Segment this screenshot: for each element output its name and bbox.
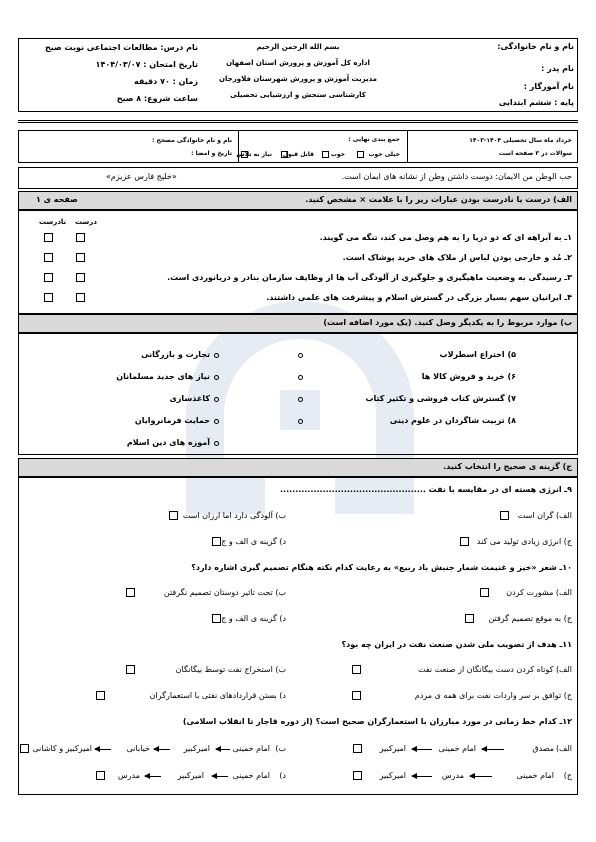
q12-c-item-2: مدرس (441, 771, 464, 780)
org-city: مدیریت آموزش و پرورش شهرستان فلاورجان (219, 75, 377, 83)
q12-b-item-1: امام خمینی (232, 744, 270, 753)
match-right-6: ۶) خرید و فروش کالا ها (421, 372, 516, 381)
q9-opt-b-checkbox[interactable] (169, 511, 178, 520)
q11-opt-c: ج) توافق بر سر واردات نفت برای همه ی مردم (414, 691, 572, 700)
q11-opt-d-checkbox[interactable] (96, 691, 105, 700)
exam-period: خرداد ماه سال تحصیلی ۱۴۰۴-۱۴۰۳ (469, 137, 572, 144)
father-name-label: نام پدر : (541, 64, 574, 73)
match-dot-8[interactable] (298, 419, 303, 424)
q11-opt-c-checkbox[interactable] (352, 691, 361, 700)
q11-opt-a-checkbox[interactable] (352, 665, 361, 674)
match-left-5: آموزه های دین اسلام (126, 438, 210, 447)
arrow-icon (470, 776, 492, 777)
q11-opt-b: ب) استخراج نفت توسط بیگانگان (175, 665, 286, 674)
question-11: ۱۱ـ هدف از تصویب ملی شدن صنعت نفت در ایران چه بود؟ (341, 640, 572, 649)
q10-opt-b-checkbox[interactable] (126, 588, 135, 597)
teacher-name-label: نام آموزگار : (523, 82, 574, 91)
tf-item-3: ۳ـ رسیدگی به وضعیت ماهیگیری و جلوگیری از آلودگی آب ها از وظایف سازمان بنادر و دریانوردی است. (167, 273, 572, 282)
match-right-5: ۵) اختراع اسطرلاب (439, 350, 516, 359)
match-left-dot-4[interactable] (214, 419, 219, 424)
tf-2-true-checkbox[interactable] (76, 253, 85, 262)
q12-c-item-1: امام خمینی (516, 771, 554, 780)
q12-d-item-2: امیرکبیر (177, 771, 204, 780)
q9-opt-d-checkbox[interactable] (212, 537, 221, 546)
q12-opt-c-checkbox[interactable] (353, 771, 362, 780)
subheader-box (18, 130, 578, 163)
section-c-title: ج) گزینه ی صحیح را انتخاب کنید. (443, 462, 572, 471)
q11-opt-a: الف) کوتاه کردن دست بیگانگان از صنعت نفت (417, 665, 572, 674)
q12-b-item-3: خیابانی (126, 744, 150, 753)
motto-text: حب الوطن من الایمان: دوست داشتن وطن از نشانه های ایمان است. (341, 172, 572, 181)
arrow-icon (212, 776, 228, 777)
tf-item-2: ۲ـ مُد و خارجی بودن لباس از ملاک های خرید پوشاک است. (342, 253, 572, 262)
grade-level-label: پایه : ششم ابتدایی (498, 98, 574, 107)
q12-c-item-3: امیرکبیر (379, 771, 406, 780)
arrow-icon (412, 749, 432, 750)
arrow-icon (154, 749, 170, 750)
grade-very-good-checkbox[interactable] (357, 151, 364, 158)
tf-3-true-checkbox[interactable] (76, 273, 85, 282)
col-true-label: درست (75, 218, 97, 226)
q12-b-item-2: امیرکبیر (183, 744, 210, 753)
q10-opt-a: الف) مشورت کردن (506, 588, 572, 597)
q12-opt-a-label: الف) (555, 744, 572, 753)
tf-2-false-checkbox[interactable] (44, 253, 53, 262)
section-c-body (18, 477, 578, 795)
tf-1-true-checkbox[interactable] (76, 233, 85, 242)
q12-opt-b-checkbox[interactable] (20, 744, 29, 753)
q12-opt-a-checkbox[interactable] (353, 744, 362, 753)
q10-opt-c: ج) به موقع تصمیم گرفتن (488, 614, 572, 623)
question-10: ۱۰ـ شعر «خیز و غنیمت شمار جنبش باد ربیع» به رعایت کدام نکته هنگام تصمیم گیری اشاره دارد؟ (191, 563, 572, 572)
question-9: ۹ـ انرژی هسته ای در مقایسه با نفت ................................................ (280, 485, 572, 494)
student-name-label: نام و نام خانوادگی: (497, 42, 574, 51)
grade-needs-effort-checkbox[interactable] (241, 151, 248, 158)
tf-4-true-checkbox[interactable] (76, 293, 85, 302)
match-left-dot-1[interactable] (214, 353, 219, 358)
q9-opt-b: ب) آلودگی دارد اما ارزان است (182, 511, 286, 520)
q12-d-item-3: مدرس (117, 771, 140, 780)
q9-opt-c: ج) انرژی زیادی تولید می کند (476, 537, 572, 546)
q9-opt-c-checkbox[interactable] (460, 537, 469, 546)
motto-left: «خلیج فارس عزیزم» (106, 172, 177, 181)
section-a-title: الف) درست یا نادرست بودن عبارات زیر را با علامت × مشخص کنید. (305, 195, 572, 204)
q12-a-item-1: مصدق (532, 744, 554, 753)
col-false-label: نادرست (39, 218, 67, 226)
match-dot-5[interactable] (298, 353, 303, 358)
q11-opt-b-checkbox[interactable] (126, 665, 135, 674)
question-12: ۱۲ـ کدام خط زمانی در مورد مبارزان با استعمارگران صحیح است؟ (از دوره قاجار تا انقلاب اسلامی) (182, 717, 572, 726)
grade-good: خوب (330, 151, 345, 158)
match-dot-7[interactable] (298, 397, 303, 402)
q12-a-item-2: امام خمینی (438, 744, 476, 753)
org-province: اداره کل آموزش و پرورش استان اصفهان (226, 59, 370, 67)
arrow-icon (412, 776, 432, 777)
match-right-7: ۷) گسترش کتاب فروشی و تکثیر کتاب (365, 394, 516, 403)
grade-good-checkbox[interactable] (322, 151, 329, 158)
header-divider (18, 120, 578, 123)
match-left-dot-2[interactable] (214, 375, 219, 380)
q10-opt-d-checkbox[interactable] (212, 614, 221, 623)
arrow-icon (95, 749, 111, 750)
basmala: بسم الله الرحمن الرحیم (256, 43, 340, 51)
section-b-title: ب) موارد مربوط را به یکدیگر وصل کنید. (یک مورد اضافه است) (323, 318, 572, 327)
q9-opt-d: د) گزینه ی الف و ج (221, 537, 286, 546)
tf-4-false-checkbox[interactable] (44, 293, 53, 302)
q12-a-item-3: امیرکبیر (379, 744, 406, 753)
corrector-name-label: نام و نام خانوادگی مصحح : (152, 137, 232, 144)
org-department: کارشناسی سنجش و ارزشیابی تحصیلی (230, 91, 366, 99)
q9-opt-a-checkbox[interactable] (500, 511, 509, 520)
subheader-divider-2 (238, 130, 239, 163)
final-grade-label: جمع بندی نهایی : (348, 136, 400, 143)
page-label: صفحه ی ۱ (36, 195, 78, 204)
tf-1-false-checkbox[interactable] (44, 233, 53, 242)
q9-opt-a: الف) گران است (517, 511, 572, 520)
q12-opt-b-label: ب) (275, 744, 286, 753)
tf-item-4: ۴ـ ایرانیان سهم بسیار بزرگی در گسترش اسلام و پیشرفت های علمی داشتند. (266, 293, 572, 302)
q12-opt-c-label: ج) (563, 771, 572, 780)
q12-opt-d-checkbox[interactable] (96, 771, 105, 780)
q12-d-item-1: امام خمینی (232, 771, 270, 780)
date-signature-label: تاریخ و امضا : (191, 150, 232, 157)
q10-opt-b: ب) تحت تاثیر دوستان تصمیم نگرفتن (163, 588, 286, 597)
tf-item-1: ۱ـ به آبراهه ای که دو دریا را به هم وصل می کند، تنگه می گویند. (319, 233, 572, 242)
match-left-4: حمایت فرمانروایان (134, 416, 210, 425)
grade-acceptable: قابل قبول (282, 151, 314, 158)
q10-opt-a-checkbox[interactable] (480, 588, 489, 597)
grade-needs-effort: نیاز به تلاش (236, 151, 272, 158)
q11-opt-d: د) بستن قراردادهای نفتی با استعمارگران (149, 691, 286, 700)
match-left-2: نیاز های جدید مسلمانان (116, 372, 210, 381)
subject-label: نام درس: مطالعات اجتماعی نوبت صبح (44, 43, 198, 52)
q12-opt-d-label: د) (279, 771, 286, 780)
exam-pages-note: سوالات در ۳ صفحه است (498, 150, 572, 157)
grade-acceptable-checkbox[interactable] (281, 151, 288, 158)
match-left-1: تجارت و بازرگانی (141, 350, 210, 359)
duration-label: زمان : ۷۰ دقیقه (134, 77, 198, 86)
match-left-dot-5[interactable] (214, 441, 219, 446)
start-time-label: ساعت شروع: ۸ صبح (116, 94, 198, 103)
arrow-icon (482, 749, 504, 750)
tf-3-false-checkbox[interactable] (44, 273, 53, 282)
match-left-3: کاغذسازی (169, 394, 210, 403)
q10-opt-c-checkbox[interactable] (465, 614, 474, 623)
arrow-icon (216, 749, 230, 750)
match-left-dot-3[interactable] (214, 397, 219, 402)
subheader-divider-1 (407, 130, 408, 163)
exam-date-label: تاریخ امتحان : ۱۴۰۴/۰۳/۰۷ (95, 60, 198, 69)
match-dot-6[interactable] (298, 375, 303, 380)
q12-b-item-4: امیرکبیر و کاشانی (32, 744, 92, 753)
q10-opt-d: د) گزینه ی الف و ج (221, 614, 286, 623)
arrow-icon (145, 776, 161, 777)
match-right-8: ۸) تربیت شاگردان در علوم دینی (389, 416, 516, 425)
grade-very-good: خیلی خوب (368, 151, 400, 158)
